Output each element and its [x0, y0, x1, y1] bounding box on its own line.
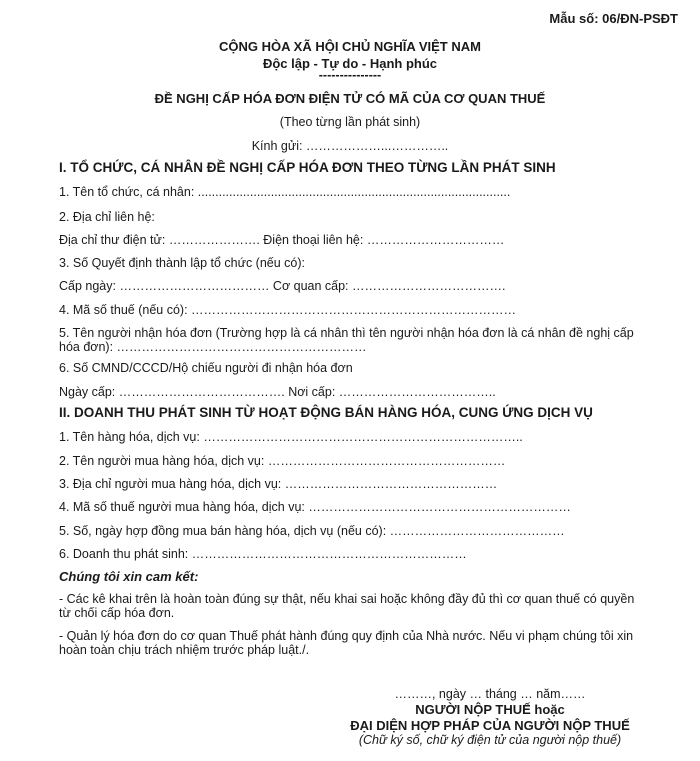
- field-goods-name: 1. Tên hàng hóa, dịch vụ: …………………………………………………………………..: [59, 430, 523, 444]
- field-contract: 5. Số, ngày hợp đồng mua bán hàng hóa, dịch vụ (nếu có): ……………………………………: [59, 524, 565, 538]
- field-id-issue: Ngày cấp: …………………………………. Nơi cấp: ………………………………..: [59, 385, 496, 399]
- document-subtitle: (Theo từng lần phát sinh): [279, 115, 421, 129]
- field-decision-number: 3. Số Quyết định thành lập tổ chức (nếu có):: [59, 256, 306, 270]
- field-contact-address: 2. Địa chỉ liên hệ:: [59, 210, 155, 224]
- field-issue-date-agency: Cấp ngày: ……………………………… Cơ quan cấp: ……………………………….: [59, 279, 506, 293]
- commitment-item-2-cont: hoàn toàn chịu trách nhiệm trước pháp luật./.: [59, 643, 310, 657]
- field-buyer-address: 3. Địa chỉ người mua hàng hóa, dịch vụ: ……………………………………………: [59, 477, 498, 491]
- signature-title-2: ĐẠI DIỆN HỢP PHÁP CỦA NGƯỜI NỘP THUẾ: [350, 718, 630, 733]
- signature-note: (Chữ ký số, chữ ký điện tử của người nộp thuế): [358, 733, 622, 747]
- field-receiver-name-cont: hóa đơn): ……………………………………………………: [59, 340, 367, 354]
- section-1-title: I. TỔ CHỨC, CÁ NHÂN ĐỀ NGHỊ CẤP HÓA ĐƠN THEO TỪNG LẦN PHÁT SINH: [59, 160, 556, 175]
- signature-date-line: ………, ngày … tháng … năm……: [394, 687, 586, 701]
- commitment-item-2: - Quản lý hóa đơn do cơ quan Thuế phát hành đúng quy định của Nhà nước. Nếu vi phạm chúng tôi xin: [59, 629, 634, 643]
- document-title: ĐỀ NGHỊ CẤP HÓA ĐƠN ĐIỆN TỬ CÓ MÃ CỦA CƠ QUAN THUẾ: [154, 91, 546, 106]
- signature-title-1: NGƯỜI NỘP THUẾ hoặc: [415, 702, 565, 717]
- commitment-item-1-cont: từ chối cấp hóa đơn.: [59, 606, 175, 620]
- commitment-item-1: - Các kê khai trên là hoàn toàn đúng sự thật, nếu khai sai hoặc không đầy đủ thì cơ quan thuế có quyền: [59, 592, 635, 606]
- field-email-phone: Địa chỉ thư điện tử: …………………. Điện thoại liên hệ: ……………………………: [59, 233, 505, 247]
- form-code: Mẫu số: 06/ĐN-PSĐT: [549, 11, 678, 26]
- field-tax-code: 4. Mã số thuế (nếu có): ……………………………………………………………………: [59, 303, 517, 317]
- field-receiver-name: 5. Tên người nhận hóa đơn (Trường hợp là cá nhân thì tên người nhận hóa đơn là cá nhân đề nghị cấp: [59, 326, 634, 340]
- kinh-gui-line: Kính gửi: ………………...…………..: [251, 139, 449, 153]
- field-revenue: 6. Doanh thu phát sinh: …………………………………………………………: [59, 547, 467, 561]
- header-divider: ---------------: [318, 68, 382, 82]
- field-buyer-name: 2. Tên người mua hàng hóa, dịch vụ: …………………………………………………: [59, 454, 506, 468]
- motto: Độc lập - Tự do - Hạnh phúc: [262, 56, 438, 71]
- field-org-name: 1. Tên tổ chức, cá nhân: ..........................................................................................: [59, 185, 511, 199]
- section-2-title: II. DOANH THU PHÁT SINH TỪ HOẠT ĐỘNG BÁN HÀNG HÓA, CUNG ỨNG DỊCH VỤ: [59, 405, 593, 420]
- commitment-title: Chúng tôi xin cam kết:: [59, 569, 199, 584]
- field-id-number: 6. Số CMND/CCCD/Hộ chiếu người đi nhận hóa đơn: [59, 361, 353, 375]
- field-buyer-tax-code: 4. Mã số thuế người mua hàng hóa, dịch vụ: ………………………………………………………: [59, 500, 571, 514]
- nation-title: CỘNG HÒA XÃ HỘI CHỦ NGHĨA VIỆT NAM: [219, 39, 481, 54]
